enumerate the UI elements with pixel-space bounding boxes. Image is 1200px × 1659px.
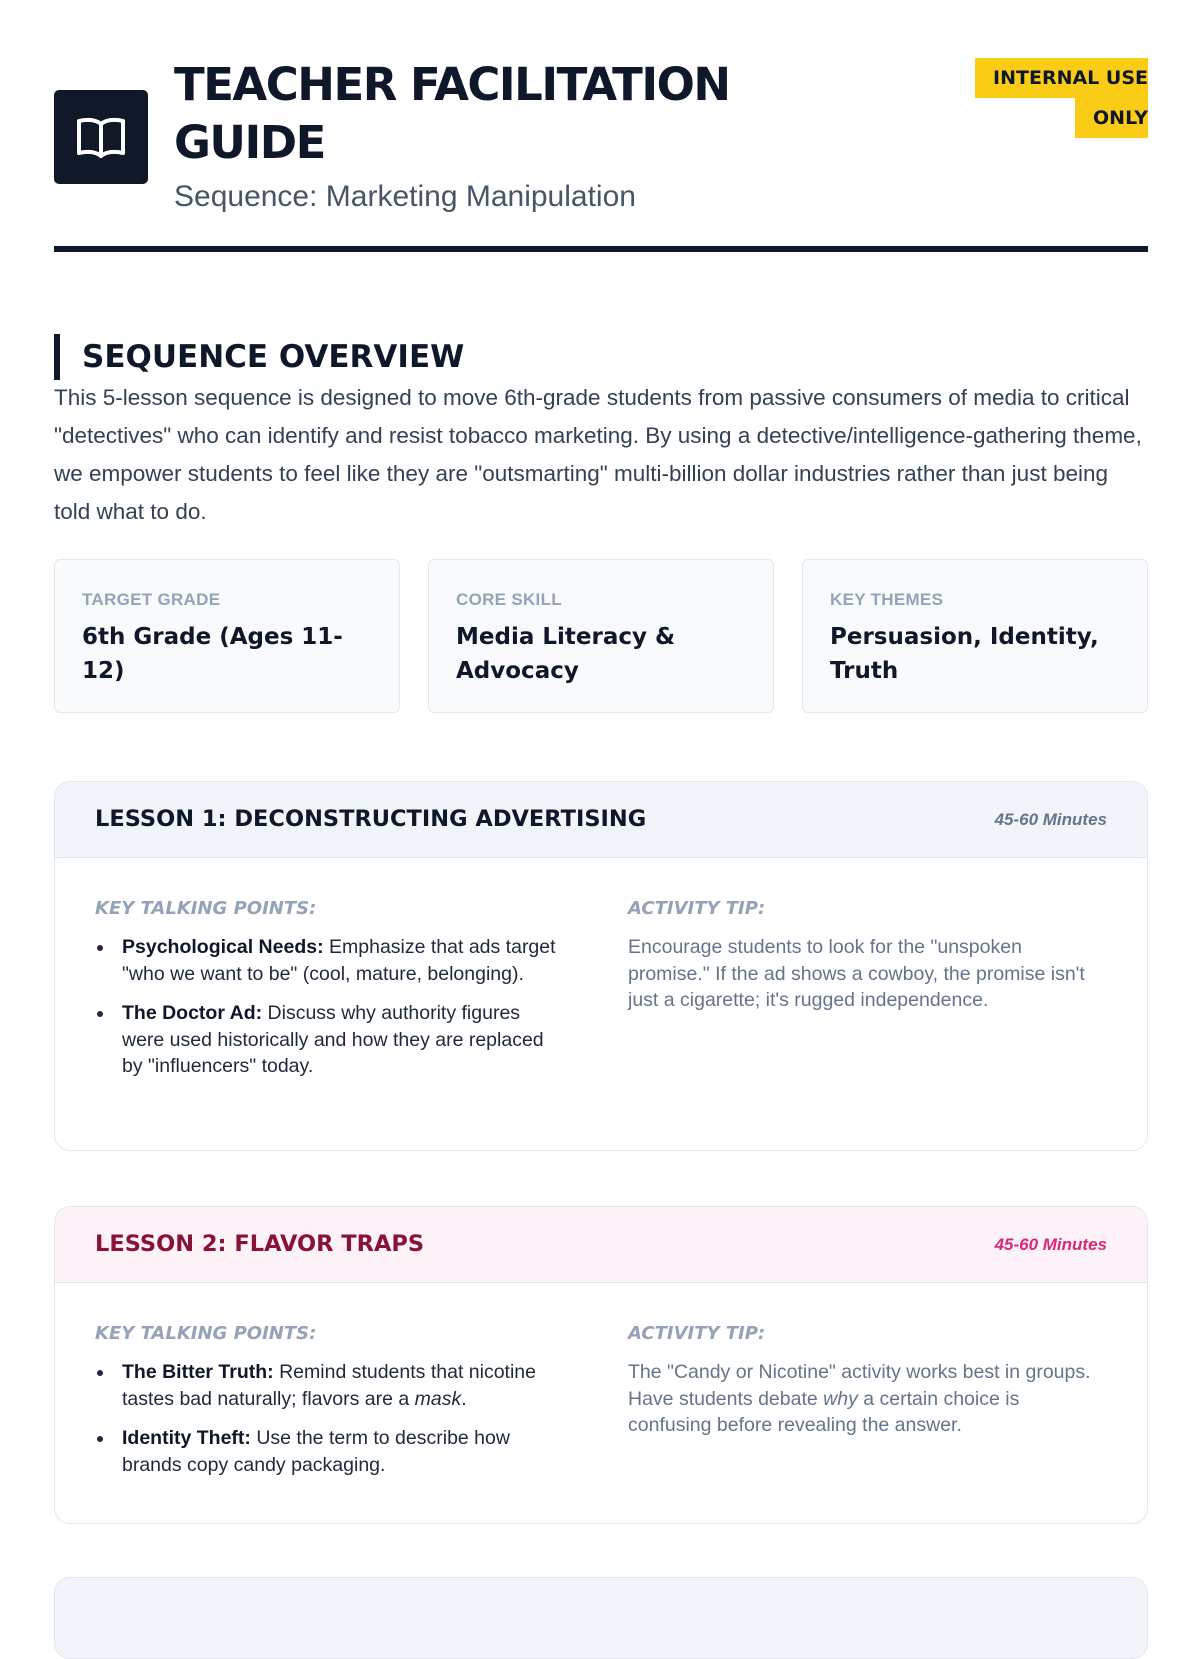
tip-text: The "Candy or Nicotine" activity works best in groups. Have students debate	[628, 1361, 1091, 1410]
talking-points-heading: KEY TALKING POINTS:	[95, 1323, 317, 1344]
overview-paragraph: This 5-lesson sequence is designed to move 6th-grade students from passive consumers of media to critical "detectives" who can identify and resist tobacco marketing. By using a detective/intelligence-gathering theme, we empower students to feel like they are "outsmarting" multi-billion dollar industries rather than just being told what to do.	[54, 385, 1142, 524]
card-value: Persuasion, Identity, Truth	[830, 624, 1099, 684]
card-key-themes	[802, 559, 1148, 713]
activity-tip-text	[628, 1359, 1098, 1439]
guide-header	[54, 56, 1148, 256]
card-core-skill	[428, 559, 774, 713]
card-target-grade	[54, 559, 400, 713]
tip-emphasis: why	[823, 1387, 858, 1410]
badge-label: INTERNAL USE ONLY	[975, 58, 1148, 138]
talking-points-list	[95, 1359, 565, 1491]
list-item	[95, 1359, 565, 1412]
card-value: Media Literacy & Advocacy	[456, 624, 676, 684]
lesson-title: LESSON 2: FLAVOR TRAPS	[95, 1231, 425, 1257]
point-text: Use the term to describe how brands copy candy packaging.	[122, 1427, 510, 1476]
tip-text-end: a certain choice is confusing before revealing the answer.	[628, 1387, 1020, 1436]
point-term: Psychological Needs:	[122, 936, 324, 958]
lesson-title: LESSON 1: DECONSTRUCTING ADVERTISING	[95, 806, 647, 832]
open-book-icon	[54, 90, 148, 184]
lesson-duration: 45-60 Minutes	[994, 1235, 1107, 1254]
point-term: Identity Theft:	[122, 1427, 251, 1449]
talking-points-heading: KEY TALKING POINTS:	[95, 898, 317, 919]
card-label: CORE SKILL	[456, 590, 562, 609]
talking-points-list	[95, 934, 565, 1093]
page-subtitle: Sequence: Marketing Manipulation	[174, 180, 636, 213]
section-heading-overview: SEQUENCE OVERVIEW	[54, 334, 464, 380]
overview-cards	[54, 559, 1148, 713]
list-item	[95, 1000, 565, 1080]
lesson-duration: 45-60 Minutes	[994, 810, 1107, 829]
lesson-card-2	[54, 1206, 1148, 1524]
lesson-header	[55, 782, 1147, 858]
list-item	[95, 934, 565, 987]
activity-tip-heading: ACTIVITY TIP:	[628, 1323, 766, 1344]
point-text: Emphasize that ads target "who we want to be" (cool, mature, belonging).	[122, 936, 556, 985]
activity-tip-text: Encourage students to look for the "unspoken promise." If the ad shows a cowboy, the promise isn't just a cigarette; it's rugged independence.	[628, 936, 1085, 1011]
lesson-card-1	[54, 781, 1148, 1151]
point-text: Discuss why authority figures were used historically and how they are replaced by "influencers" today.	[122, 1002, 544, 1077]
list-item	[95, 1425, 565, 1478]
header-divider	[54, 246, 1148, 252]
lesson-header	[55, 1207, 1147, 1283]
lesson-card-3	[54, 1577, 1148, 1659]
card-value: 6th Grade (Ages 11-12)	[82, 624, 343, 684]
card-label: KEY THEMES	[830, 590, 944, 609]
point-text-end: .	[461, 1387, 467, 1410]
point-term: The Bitter Truth:	[122, 1361, 274, 1383]
point-text: Remind students that nicotine tastes bad naturally; flavors are a	[122, 1361, 536, 1410]
title-block	[174, 56, 874, 214]
card-label: TARGET GRADE	[82, 590, 221, 609]
point-term: The Doctor Ad:	[122, 1002, 263, 1024]
point-emphasis: mask	[414, 1387, 462, 1410]
page-title: TEACHER FACILITATION GUIDE	[174, 58, 730, 169]
internal-use-badge	[948, 58, 1148, 138]
activity-tip-heading: ACTIVITY TIP:	[628, 898, 766, 919]
